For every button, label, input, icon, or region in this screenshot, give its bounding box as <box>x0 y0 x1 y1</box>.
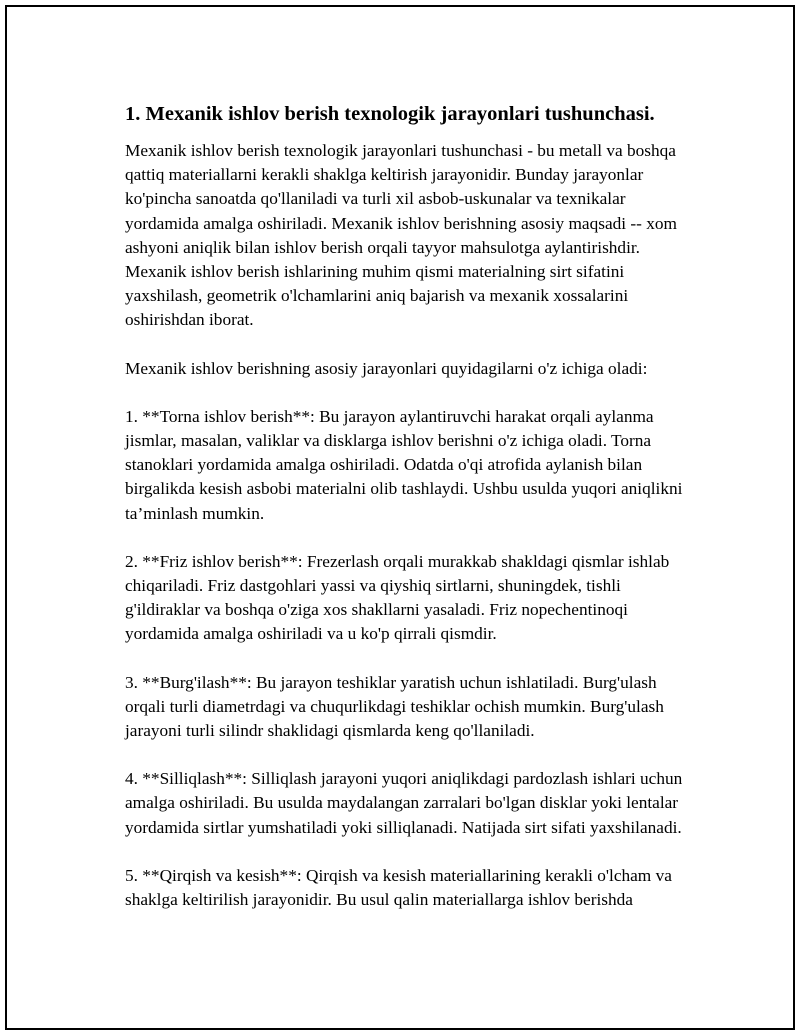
list-item-turning: 1. **Torna ishlov berish**: Bu jarayon aylantiruvchi harakat orqali aylanma jismlar, masalan, valiklar va disklarga ishlov berishni o'z ichiga oladi. Torna stanoklari yordamida amalga oshiriladi. Odatda o'qi atrofida aylanish bilan birgalikda kesish asbobi materialni olib tashlaydi. Ushbu usulda yuqori aniqlikni ta’minlash mumkin. <box>125 406 683 523</box>
intro-paragraph: Mexanik ishlov berish texnologik jarayonlari tushunchasi - bu metall va boshqa qattiq materiallarni kerakli shaklga keltirish jarayonidir. Bunday jarayonlar ko'pincha sanoatda qo'llaniladi va turli xil asbob-uskunalar va texnikalar yordamida amalga oshiriladi. Mexanik ishlov berishning asosiy maqsadi -- xom ashyoni aniqlik bilan ishlov berish orqali tayyor mahsulotga aylantirishdir. Mexanik ishlov berish ishlarining muhim qismi materialning sirt sifatini yaxshilash, geometrik o'lchamlarini aniq bajarish va mexanik xossalarini oshirishdan iborat. <box>125 141 677 330</box>
page-frame <box>5 5 795 1030</box>
list-item-grinding: 4. **Silliqlash**: Silliqlash jarayoni yuqori aniqlikdagi pardozlash ishlari uchun amalga oshiriladi. Bu usulda maydalangan zarralari bo'lgan disklar yoki lentalar yordamida sirtlar yumshatiladi yoki silliqlanadi. Natijada sirt sifati yaxshilanadi. <box>125 769 683 837</box>
document-title: 1. Mexanik ishlov berish texnologik jarayonlari tushunchasi. <box>125 103 655 125</box>
list-intro-paragraph: Mexanik ishlov berishning asosiy jarayonlari quyidagilarni o'z ichiga oladi: <box>125 358 648 378</box>
list-item-cutting: 5. **Qirqish va kesish**: Qirqish va kesish materiallarining kerakli o'lcham va shaklga keltirilish jarayonidir. Bu usul qalin materiallarga ishlov berishda <box>125 865 672 910</box>
document-body <box>125 100 697 936</box>
list-item-drilling: 3. **Burg'ilash**: Bu jarayon teshiklar yaratish uchun ishlatiladi. Burg'ulash orqali turli diametrdagi va chuqurlikdagi teshiklar ochish mumkin. Burg'ulash jarayoni turli silindr shaklidagi qismlarda keng qo'llaniladi. <box>125 672 664 741</box>
list-item-milling: 2. **Friz ishlov berish**: Frezerlash orqali murakkab shakldagi qismlar ishlab chiqariladi. Friz dastgohlari yassi va qiyshiq sirtlarni, shuningdek, tishli g'ildiraklar va boshqa o'ziga xos shakllarni yasaladi. Friz nopechentinoqi yordamida amalga oshiriladi va u ko'p qirrali qismdir. <box>125 551 670 644</box>
